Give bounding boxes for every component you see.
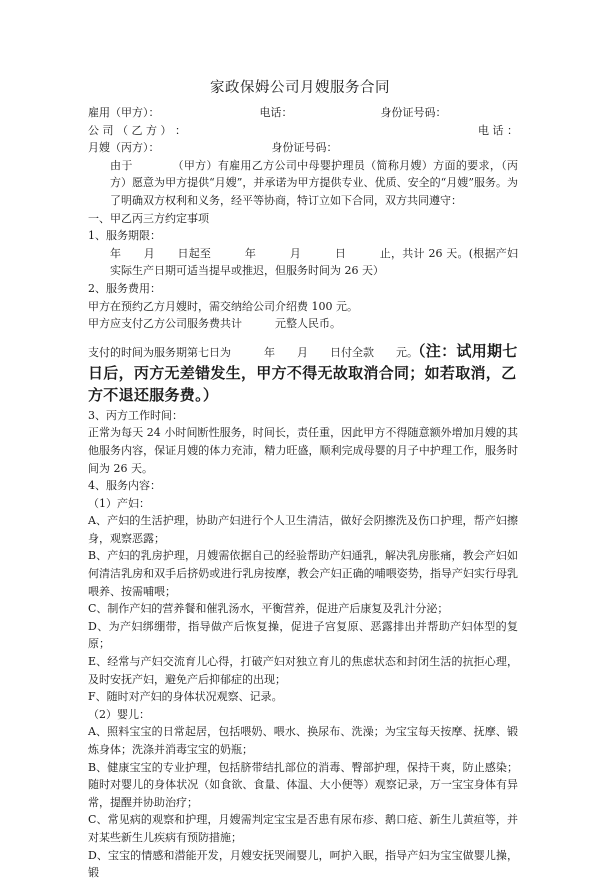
nanny-id-label: 身份证号码：	[271, 141, 338, 155]
preamble-paragraph: 由于 （甲方）有雇用乙方公司中母婴护理员（简称月嫂）方面的要求，（丙方）愿意为甲方提供“月嫂”，并承诺为甲方提供专业、优质、安全的“月嫂”服务。为了明确双方权利和义务，经平等协商，特订立如下合同，双方共同遵守：	[110, 158, 518, 207]
mother-item: B、产妇的乳房护理，月嫂需依据自己的经验帮助产妇通乳，解决乳房胀痛，教会产妇如何清洁乳房和双手后挤奶或进行乳房按摩，教会产妇正确的哺喂姿势，指导产妇实行母乳喂养、按需哺喂；	[88, 549, 518, 598]
mother-subheading: （1）产妇：	[88, 496, 150, 510]
mother-item: D、为产妇绑绷带，指导做产后恢复操，促进子宫复原、恶露排出并帮助产妇体型的复原；	[88, 619, 518, 651]
company-row	[88, 122, 518, 140]
nanny-label: 月嫂（丙方）：	[88, 141, 160, 155]
document-body	[88, 104, 518, 882]
term-text: 年 月 日起至 年 月 日 止，共计 26 天。(根据产妇实际生产日期可适当提早或推迟，但服务时间为 26 天）	[110, 246, 518, 278]
baby-item: D、宝宝的情感和潜能开发，月嫂安抚哭闹婴儿，呵护入眠，指导产妇为宝宝做婴儿操，锻	[88, 848, 518, 880]
work-time-text: 正常为每天 24 小时间断性服务，时间长，责任重，因此甲方不得随意额外增加月嫂的其他服务内容，保证月嫂的体力充沛，精力旺盛，顺利完成母婴的月子中护理工作，服务时间为 26 天。	[88, 426, 518, 475]
section-1-heading: 一、甲乙丙三方约定事项	[88, 211, 209, 225]
baby-item: B、健康宝宝的专业护理，包括脐带结扎部位的消毒、臀部护理，保持干爽，防止感染；随时对婴儿的身体状况（如食欲、食量、体温、大小便等）观察记录，万一宝宝身体有异常，提醒并协助治疗；	[88, 760, 518, 809]
baby-item: A、照料宝宝的日常起居，包括喂奶、喂水、换尿布、洗澡；为宝宝每天按摩、抚摩、锻炼身体；洗涤并消毒宝宝的奶瓶；	[88, 725, 518, 756]
company-phone-label: 电 话 ：	[478, 123, 518, 137]
mother-item: A、产妇的生活护理，协助产妇进行个人卫生清洁，做好会阴擦洗及伤口护理，帮产妇擦身，观察恶露；	[88, 514, 518, 545]
id-label: 身份证号码：	[380, 106, 447, 119]
term-heading: 1、服务期限：	[88, 229, 161, 243]
mother-item: F、随时对产妇的身体状况观察、记录。	[88, 690, 283, 704]
baby-subheading: （2）婴儿：	[88, 707, 150, 721]
fee-line-3	[88, 341, 518, 407]
employer-label: 雇用（甲方）：	[88, 106, 160, 119]
service-heading: 4、服务内容：	[88, 479, 161, 493]
payment-time: 支付的时间为服务期第七日为 年 月 日付全款 元。	[88, 345, 418, 359]
document-title: 家政保姆公司月嫂服务合同	[210, 80, 390, 96]
company-label: 公 司 （ 乙 方 ） ：	[88, 123, 186, 137]
work-time-heading: 3、丙方工作时间：	[88, 408, 183, 422]
fee-line-1: 甲方在预约乙方月嫂时，需交纳给公司介绍费 100 元。	[88, 299, 358, 313]
mother-item: E、经常与产妇交流育儿心得，打破产妇对独立育儿的焦虑状态和封闭生活的抗拒心理，及时安抚产妇，避免产后抑郁症的出现；	[88, 655, 518, 686]
fee-heading: 2、服务费用：	[88, 281, 161, 295]
employer-row	[88, 104, 518, 122]
fee-line-2: 甲方应支付乙方公司服务费共计 元整人民币。	[88, 317, 341, 331]
baby-item: C、常见病的观察和护理，月嫂需判定宝宝是否患有尿布疹、鹅口疮、新生儿黄疸等，并对某些新生儿疾病有预防措施；	[88, 813, 518, 844]
phone-label: 电话：	[259, 106, 293, 119]
mother-item: C、制作产妇的营养餐和催乳汤水，平衡营养，促进产后康复及乳汁分泌；	[88, 602, 449, 616]
trial-note: （注：试用期七日后，丙方无差错发生，甲方不得无故取消合同；如若取消，乙方不退还服务费。）	[88, 341, 518, 404]
nanny-row	[88, 139, 518, 157]
